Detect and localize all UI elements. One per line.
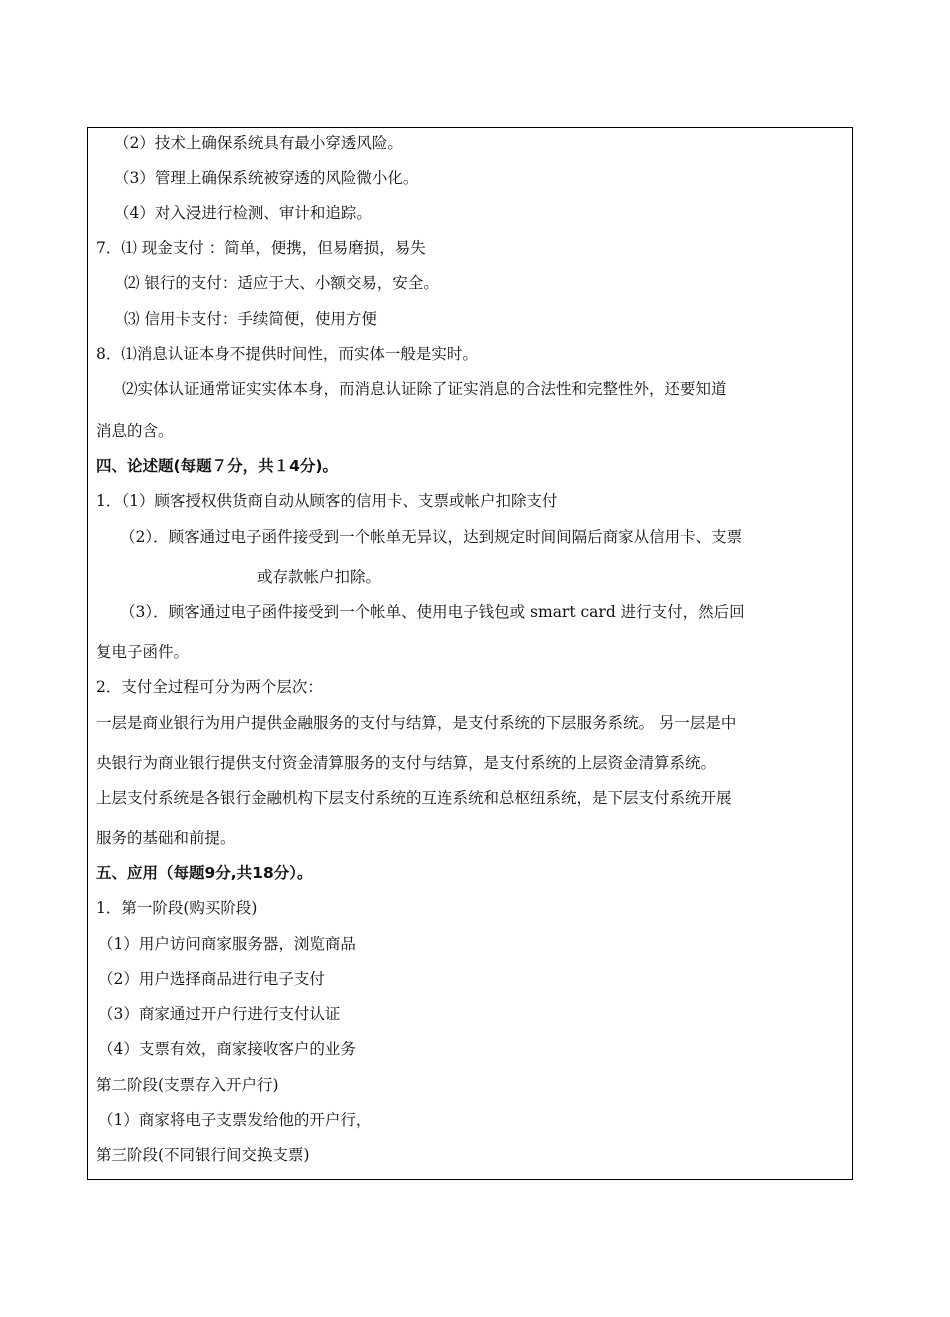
section-heading: 五、应用（每题9分,共18分）。 [96,864,313,882]
text-line: 第二阶段(支票存入开户行) [96,1076,279,1094]
text-line: （2）．顾客通过电子函件接受到一个帐单无异议，达到规定时间间隔后商家从信用卡、支票 [120,528,743,546]
text-line: ⑵ 银行的支付：适应于大、小额交易，安全。 [124,274,439,292]
text-line: 服务的基础和前提。 [96,829,236,847]
text-line: 消息的含。 [96,422,174,440]
section-heading: 四、论述题(每题７分，共１4分)。 [96,457,338,475]
text-line: （4）支票有效，商家接收客户的业务 [98,1040,356,1058]
text-line: 8．⑴消息认证本身不提供时间性，而实体一般是实时。 [96,345,478,363]
text-line: （3）管理上确保系统被穿透的风险微小化。 [114,169,419,187]
text-line: 央银行为商业银行提供支付资金清算服务的支付与结算，是支付系统的上层资金清算系统。 [96,754,717,772]
text-line: 第三阶段(不同银行间交换支票) [96,1146,310,1164]
text-line: （2）用户选择商品进行电子支付 [98,970,325,988]
text-line: （1）用户访问商家服务器，浏览商品 [98,935,356,953]
text-line: 7．⑴ 现金支付 ：简单，便携，但易磨损，易失 [96,239,426,257]
text-line: 上层支付系统是各银行金融机构下层支付系统的互连系统和总枢纽系统，是下层支付系统开展 [96,789,732,807]
text-line: （4）对入浸进行检测、审计和追踪。 [114,204,372,222]
text-line: 或存款帐户扣除。 [257,568,382,586]
text-line: ⑵实体认证通常证实实体本身，而消息认证除了证实消息的合法性和完整性外，还要知道 [122,380,727,398]
text-line: 1．（1）顾客授权供货商自动从顾客的信用卡、支票或帐户扣除支付 [96,492,558,510]
text-line: 1．第一阶段(购买阶段) [96,899,258,917]
text-line: （1）商家将电子支票发给他的开户行， [98,1111,372,1129]
text-line: （3）商家通过开户行进行支付认证 [98,1005,341,1023]
text-line: 复电子函件。 [96,643,190,661]
text-line: （2）技术上确保系统具有最小穿透风险。 [114,134,403,152]
text-line: ⑶ 信用卡支付：手续简便，使用方便 [124,310,377,328]
text-line: 一层是商业银行为用户提供金融服务的支付与结算，是支付系统的下层服务系统。 另一层是中 [96,714,737,732]
text-line: 2．支付全过程可分为两个层次： [96,678,323,696]
text-line: （3）．顾客通过电子函件接受到一个帐单、使用电子钱包或 smart card 进行支付，然后回 [120,603,745,621]
